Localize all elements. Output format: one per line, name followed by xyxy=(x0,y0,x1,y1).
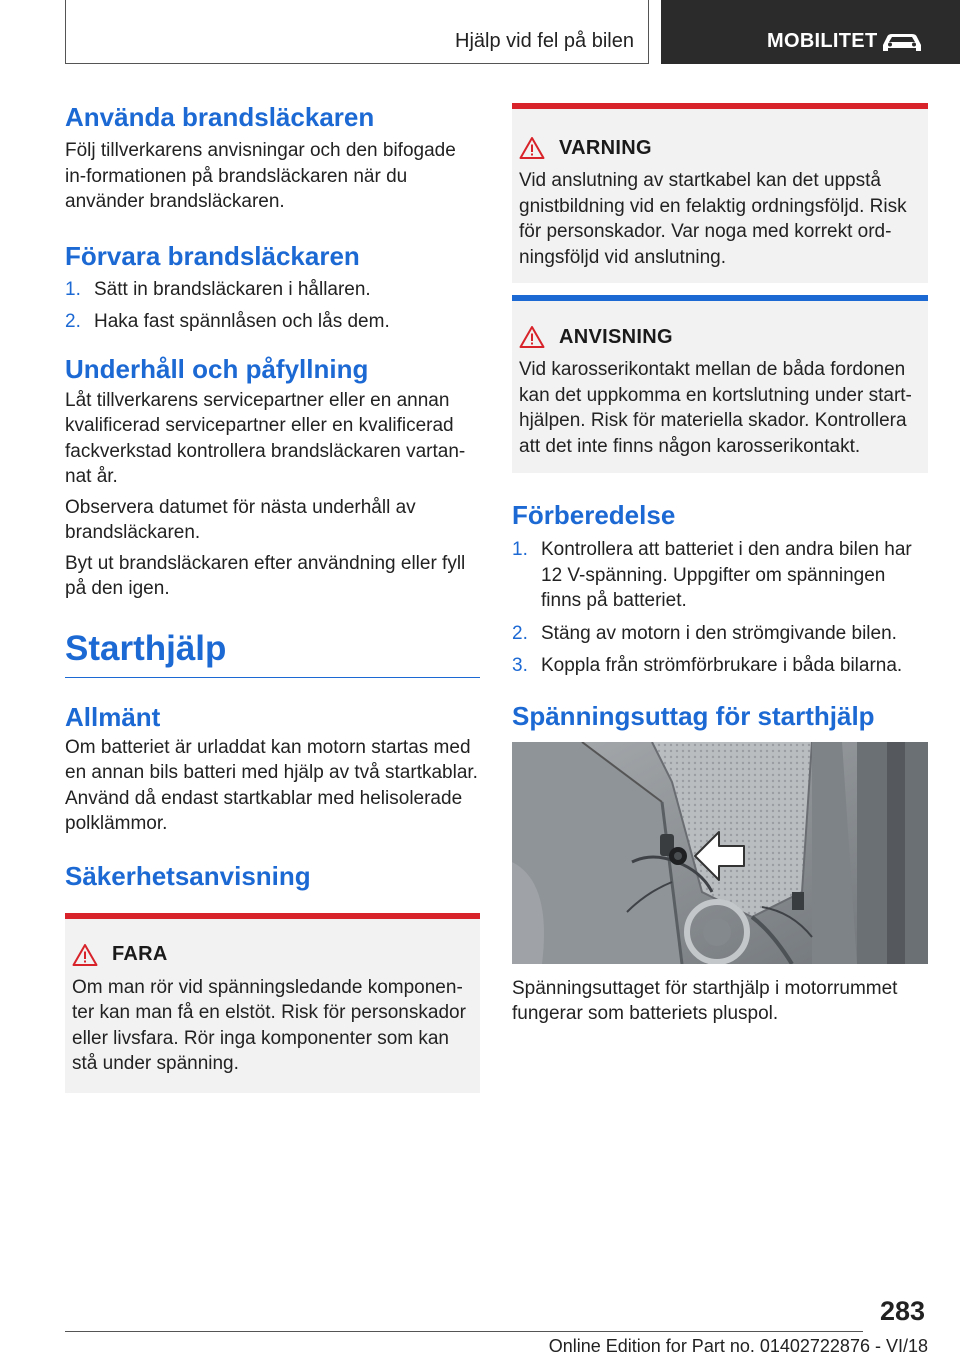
page-header xyxy=(0,0,960,66)
paragraph-general: Om batteriet är urladdat kan motorn startas med en annan bils batteri med hjälp av två startkablar. Använd då endast startkablar med helisolerade polklämmor. xyxy=(65,736,478,834)
heading-maintenance: Underhåll och påfyllning xyxy=(65,353,369,384)
danger-label: FARA xyxy=(112,943,168,965)
danger-header xyxy=(65,937,480,973)
footer-divider xyxy=(65,1331,863,1332)
right-column xyxy=(512,103,928,1027)
list-item: 2. Haka fast spännlåsen och lås dem. xyxy=(65,311,390,332)
warning-header xyxy=(512,130,928,166)
heading-general: Allmänt xyxy=(65,701,161,732)
photo-caption: Spänningsuttaget för starthjälp i motorrummet fungerar som batteriets pluspol. xyxy=(512,977,898,1024)
danger-notice xyxy=(65,913,480,1093)
warning-label: VARNING xyxy=(559,136,652,159)
section-heading-jumpstart xyxy=(65,626,480,678)
advice-text: Vid karosserikontakt mellan de båda fordonen kan det uppkomma en kortslutning under start-hjälpen. Risk för materiella skador. Kontrollera att det inte finns någon karosserikontakt. xyxy=(519,359,912,457)
paragraph-maintenance-2: Observera datumet för nästa underhåll av brandsläckaren. xyxy=(65,496,416,543)
advice-label: ANVISNING xyxy=(559,325,673,348)
chapter-title: MOBILITET xyxy=(767,30,878,52)
heading-jumpstart: Starthjälp xyxy=(65,628,227,668)
list-item: 1. Sätt in brandsläckaren i hållaren. xyxy=(65,278,371,300)
section-tab xyxy=(65,0,649,64)
warning-text: Vid anslutning av startkabel kan det uppstå gnistbildning vid en felaktig ordningsföljd. Risk för personskador. Var noga med korrekt ord-ningsföljd vid anslutning. xyxy=(519,170,907,268)
list-item: 1. Kontrollera att batteriet i den andra bilen har 12 V-spänning. Uppgifter om spänningen finns på batteriet. xyxy=(512,539,912,611)
engine-bay-illustration xyxy=(512,742,928,964)
warning-bar xyxy=(512,103,928,109)
paragraph-maintenance-3: Byt ut brandsläckaren efter användning eller fyll på den igen. xyxy=(65,552,466,599)
heading-store-extinguisher: Förvara brandsläckaren xyxy=(65,240,360,271)
danger-text: Om man rör vid spänningsledande komponen-ter kan man få en elstöt. Risk för personskador eller livsfara. Rör inga komponenter som kan stå under spänning. xyxy=(72,976,466,1074)
paragraph-use-extinguisher: Följ tillverkarens anvisningar och den bifogade in-formationen på brandsläckaren när du använder brandsläckaren. xyxy=(65,140,456,212)
danger-bar xyxy=(65,913,480,919)
warning-notice xyxy=(512,103,928,283)
preparation-steps-list xyxy=(512,537,928,679)
warning-triangle-icon xyxy=(72,943,98,967)
section-title: Hjälp vid fel på bilen xyxy=(455,30,634,52)
advice-bar xyxy=(512,295,928,301)
left-column xyxy=(65,100,480,1093)
heading-jumpstart-socket: Spänningsuttag för starthjälp xyxy=(512,700,875,731)
advice-header xyxy=(512,319,928,355)
warning-triangle-icon xyxy=(519,136,545,160)
heading-use-extinguisher: Använda brandsläckaren xyxy=(65,102,375,132)
store-steps-list xyxy=(65,277,480,335)
car-icon xyxy=(879,30,925,54)
heading-preparation: Förberedelse xyxy=(512,500,676,530)
heading-safety: Säkerhetsanvisning xyxy=(65,860,311,891)
edition-footer: Online Edition for Part no. 01402722876 - VI/18 xyxy=(548,1336,928,1356)
list-item: 2. Stäng av motorn i den strömgivande bilen. xyxy=(512,622,897,644)
page-number: 283 xyxy=(880,1296,926,1326)
advice-notice xyxy=(512,295,928,473)
paragraph-maintenance-1: Låt tillverkarens servicepartner eller en annan kvalificerad servicepartner eller en kvalificerad fackverkstad kontrollera brandsläckaren vartan-nat år. xyxy=(65,389,466,487)
engine-bay-photo xyxy=(512,742,928,964)
warning-triangle-icon xyxy=(519,325,545,349)
list-item: 3. Koppla från strömförbrukare i båda bilarna. xyxy=(512,655,903,676)
